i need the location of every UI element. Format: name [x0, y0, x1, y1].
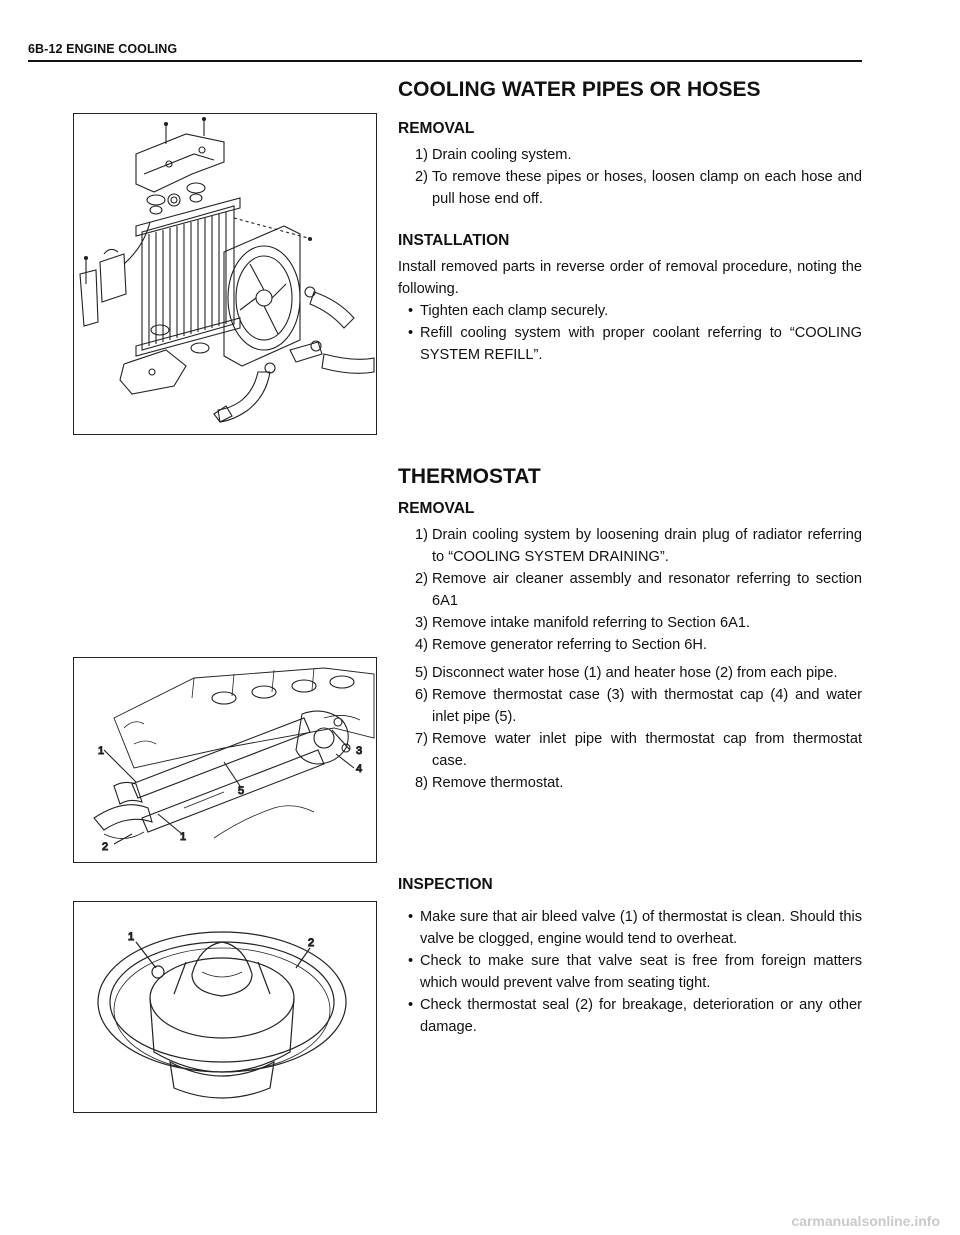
installation-bullets — [398, 300, 862, 366]
list-item: • Tighten each clamp securely. — [408, 303, 609, 319]
thermostat-label-2: 2 — [308, 937, 315, 949]
header-divider — [28, 60, 862, 62]
inspection-bullets — [398, 906, 862, 1038]
engine-label-1b: 1 — [180, 831, 187, 843]
section-title-cooling-pipes: COOLING WATER PIPES OR HOSES — [398, 78, 761, 101]
list-item: • Refill cooling system with proper coolant referring to “COOLING SYSTEM REFILL”. — [408, 325, 862, 363]
engine-label-5: 5 — [238, 785, 245, 797]
thermostat-case-figure — [73, 657, 377, 863]
list-item: 7) Remove water inlet pipe with thermostat cap from thermostat case. — [415, 731, 862, 769]
list-item: 2) To remove these pipes or hoses, loosen clamp on each hose and pull hose end off. — [415, 169, 862, 207]
thermostat-removal-steps-b — [398, 662, 862, 794]
list-item: • Check thermostat seal (2) for breakage, deterioration or any other damage. — [408, 997, 862, 1035]
list-item: 1) Drain cooling system by loosening drain plug of radiator referring to “COOLING SYSTEM DRAINING”. — [415, 527, 862, 565]
list-item: 5) Disconnect water hose (1) and heater hose (2) from each pipe. — [415, 665, 838, 681]
engine-label-3: 3 — [356, 745, 363, 757]
thermostat-removal-heading: REMOVAL — [398, 500, 475, 517]
section-title-thermostat: THERMOSTAT — [398, 465, 541, 488]
list-item: • Check to make sure that valve seat is free from foreign matters which would prevent valve from seating tight. — [408, 953, 862, 991]
engine-label-2: 2 — [102, 841, 109, 853]
removal-steps — [398, 144, 862, 210]
engine-label-1: 1 — [98, 745, 105, 757]
page-header: 6B-12 ENGINE COOLING — [28, 42, 178, 56]
inspection-heading: INSPECTION — [398, 876, 493, 893]
list-item: 4) Remove generator referring to Section 6H. — [415, 637, 707, 653]
list-item: 8) Remove thermostat. — [415, 775, 564, 791]
list-item: 2) Remove air cleaner assembly and resonator referring to section 6A1 — [415, 571, 862, 609]
installation-heading: INSTALLATION — [398, 232, 510, 249]
thermostat-removal-steps-a — [398, 524, 862, 656]
removal-heading: REMOVAL — [398, 120, 475, 137]
list-item: • Make sure that air bleed valve (1) of thermostat is clean. Should this valve be clogged, engine would tend to overheat. — [408, 909, 862, 947]
radiator-exploded-figure — [73, 113, 377, 435]
list-item: 1) Drain cooling system. — [415, 147, 572, 163]
engine-label-4: 4 — [356, 763, 363, 775]
list-item: 6) Remove thermostat case (3) with thermostat cap (4) and water inlet pipe (5). — [415, 687, 862, 725]
installation-text: Install removed parts in reverse order of removal procedure, noting the following. — [398, 259, 862, 297]
watermark: carmanualsonline.info — [791, 1213, 940, 1229]
list-item: 3) Remove intake manifold referring to Section 6A1. — [415, 615, 750, 631]
thermostat-label-1: 1 — [128, 931, 135, 943]
thermostat-figure — [73, 901, 377, 1113]
